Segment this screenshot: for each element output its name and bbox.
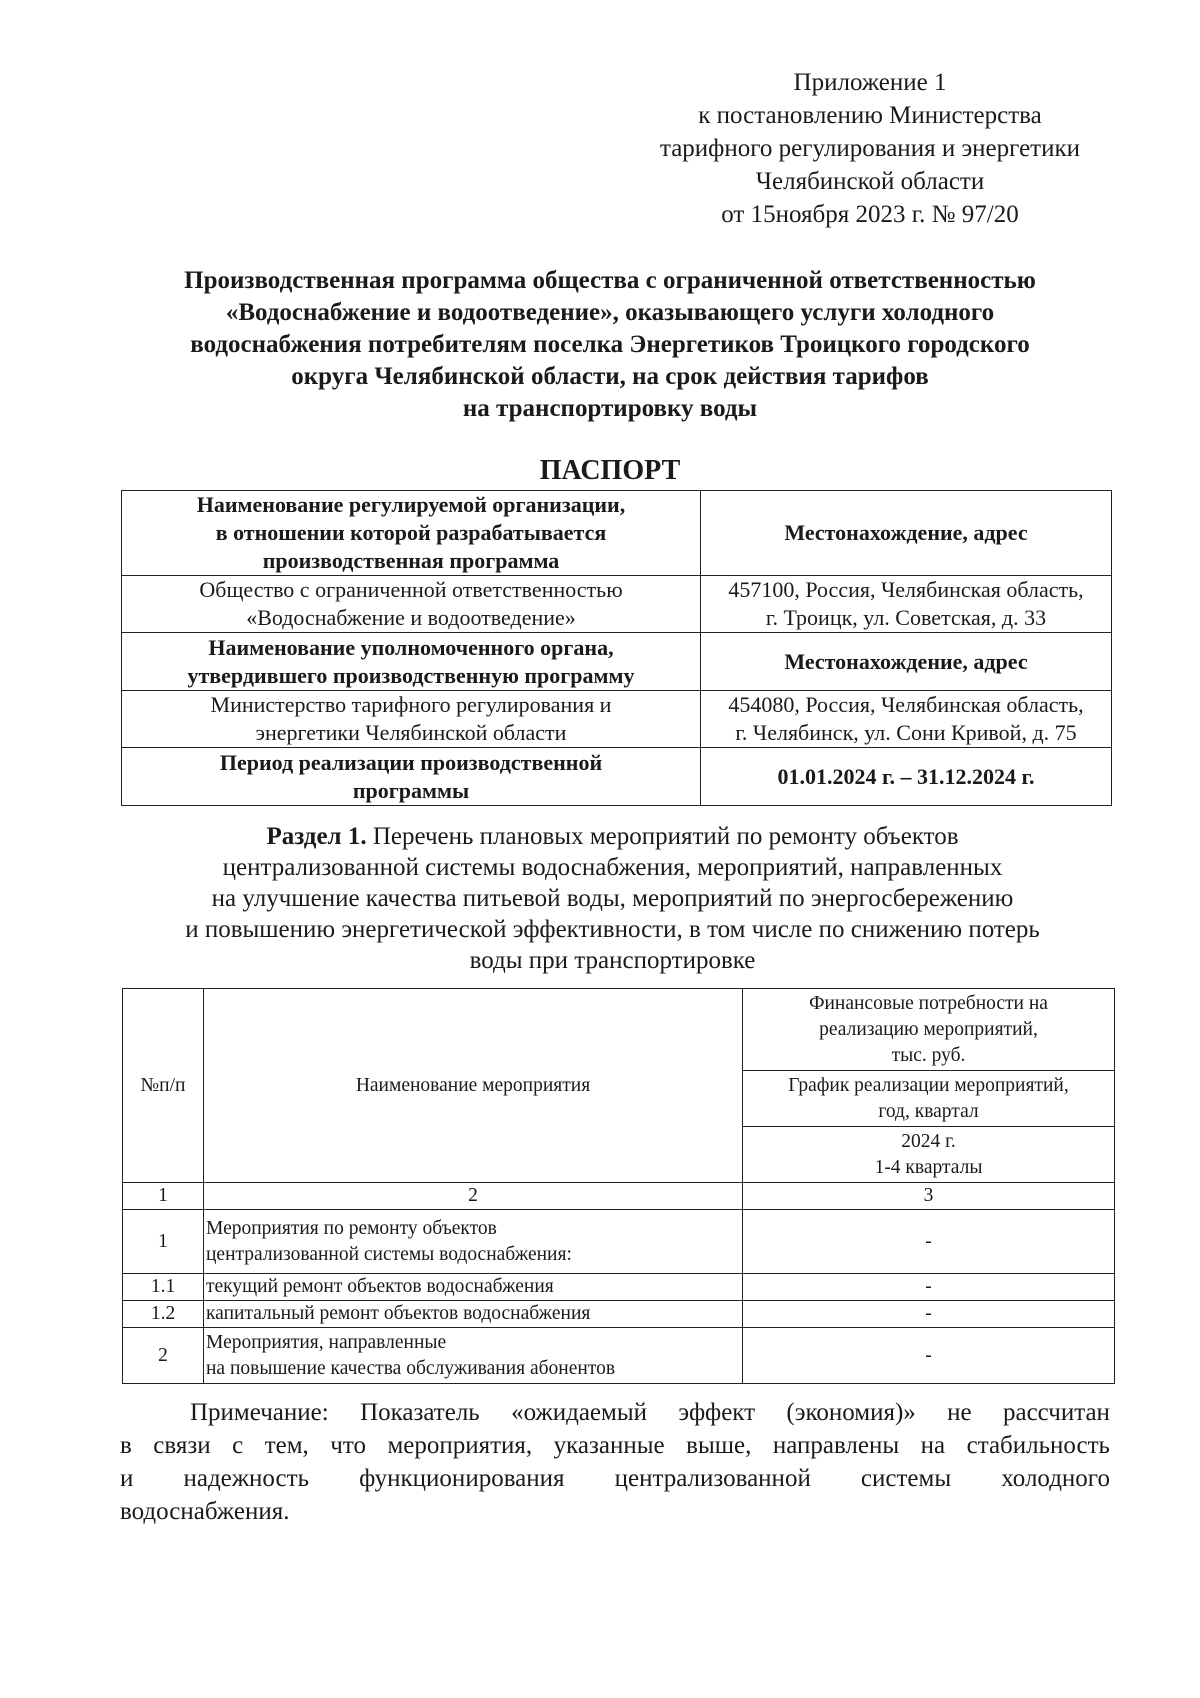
title-line: округа Челябинской области, на срок действия тарифов [291, 363, 929, 390]
row-name: капитальный ремонт объектов водоснабжения [204, 1301, 743, 1328]
table-row [123, 989, 1115, 1071]
table-row [122, 576, 1112, 633]
row-num: 1.2 [123, 1301, 204, 1328]
title-line: на транспортировку воды [462, 395, 758, 422]
table-row [122, 748, 1112, 806]
note-word: направлены [772, 1432, 900, 1459]
document-title [120, 265, 1100, 425]
note-word: тем, [264, 1432, 309, 1459]
passport-table [121, 490, 1112, 806]
row-num: 2 [123, 1328, 204, 1384]
note-word: связи [153, 1432, 211, 1459]
table-row [123, 1183, 1115, 1210]
passport-heading: ПАСПОРТ [539, 455, 681, 486]
table-row [122, 491, 1112, 576]
note-word: мероприятия, [387, 1432, 533, 1459]
note-word: на [920, 1432, 946, 1459]
section-line: на улучшение качества питьевой воды, мероприятий по энергосбережению [211, 885, 1014, 912]
authority-name-cell: Министерство тарифного регулирования и энергетики Челябинской области [122, 691, 701, 748]
appendix-block [620, 66, 1120, 231]
table-row [123, 1301, 1115, 1328]
note-word: рассчитан [1002, 1399, 1110, 1426]
note-word: Примечание: [190, 1399, 329, 1426]
appendix-line: тарифного регулирования и энергетики [659, 135, 1081, 162]
table-row [123, 1328, 1115, 1384]
note-word: стабильность [966, 1432, 1110, 1459]
section-line: воды при транспортировке [469, 947, 756, 974]
index-cell: 3 [743, 1183, 1115, 1210]
row-value: - [743, 1210, 1115, 1274]
note-line [120, 1429, 1110, 1462]
section-line: централизованной системы водоснабжения, мероприятий, направленных [222, 854, 1003, 881]
location-header-cell: Местонахождение, адрес [701, 491, 1112, 576]
row-num: 1.1 [123, 1274, 204, 1301]
note-word: указанные [553, 1432, 665, 1459]
note-word: (экономия)» [786, 1399, 916, 1426]
index-cell: 1 [123, 1183, 204, 1210]
row-num: 1 [123, 1210, 204, 1274]
col-name-header: Наименование мероприятия [204, 989, 743, 1183]
title-line: «Водоснабжение и водоотведение», оказывающего услуги холодного [225, 299, 995, 326]
title-line: Производственная программа общества с ограниченной ответственностью [184, 267, 1036, 294]
col-num-header: №п/п [123, 989, 204, 1183]
note-word: в [120, 1432, 132, 1459]
note-word: эффект [678, 1399, 756, 1426]
col-year-header: 2024 г. 1-4 кварталы [743, 1127, 1115, 1183]
row-value: - [743, 1274, 1115, 1301]
index-cell: 2 [204, 1183, 743, 1210]
authority-header-cell: Наименование уполномоченного органа, утвердившего производственную программу [122, 633, 701, 691]
section-line: и повышению энергетической эффективности, в том числе по снижению потерь [185, 916, 1040, 943]
table-row [123, 1210, 1115, 1274]
table-row [122, 633, 1112, 691]
title-line: водоснабжения потребителям поселка Энергетиков Троицкого городского [190, 331, 1030, 358]
appendix-date: от 15ноября 2023 г. № 97/20 [721, 201, 1019, 228]
note-word: Показатель [360, 1399, 480, 1426]
note-word: не [947, 1399, 972, 1426]
col-schedule-header: График реализации мероприятий, год, квартал [743, 1071, 1115, 1127]
row-name: Мероприятия по ремонту объектов централизованной системы водоснабжения: [204, 1210, 743, 1274]
org-address-cell: 457100, Россия, Челябинская область, г. Троицк, ул. Советская, д. 33 [701, 576, 1112, 633]
note-word: «ожидаемый [511, 1399, 648, 1426]
org-header-cell: Наименование регулируемой организации, в отношении которой разрабатывается производственная программа [122, 491, 701, 576]
note-word: что [330, 1432, 366, 1459]
section-prefix: Раздел 1. [266, 823, 367, 850]
appendix-title: Приложение 1 [793, 69, 947, 96]
period-label-cell: Период реализации производственной программы [122, 748, 701, 806]
note-paragraph [120, 1396, 1110, 1528]
note-line: водоснабжения. [120, 1498, 290, 1525]
appendix-line: Челябинской области [755, 168, 985, 195]
authority-address-cell: 454080, Россия, Челябинская область, г. Челябинск, ул. Сони Кривой, д. 75 [701, 691, 1112, 748]
period-value-cell: 01.01.2024 г. – 31.12.2024 г. [701, 748, 1112, 806]
row-name: текущий ремонт объектов водоснабжения [204, 1274, 743, 1301]
table-row [122, 691, 1112, 748]
measures-table [122, 988, 1115, 1384]
row-value: - [743, 1301, 1115, 1328]
authority-location-header-cell: Местонахождение, адрес [701, 633, 1112, 691]
note-word: выше, [686, 1432, 752, 1459]
row-value: - [743, 1328, 1115, 1384]
note-line: и надежность функционирования централизованной системы холодного [120, 1465, 1110, 1492]
row-name: Мероприятия, направленные на повышение качества обслуживания абонентов [204, 1328, 743, 1384]
appendix-line: к постановлению Министерства [698, 102, 1042, 129]
note-word: с [232, 1432, 244, 1459]
org-name-cell: Общество с ограниченной ответственностью «Водоснабжение и водоотведение» [122, 576, 701, 633]
section-1-heading [120, 821, 1105, 976]
note-line [120, 1396, 1110, 1429]
table-row [123, 1274, 1115, 1301]
section-line: Раздел 1. Перечень плановых мероприятий по ремонту объектов [266, 823, 959, 850]
col-finance-header: Финансовые потребности на реализацию мероприятий, тыс. руб. [743, 989, 1115, 1071]
